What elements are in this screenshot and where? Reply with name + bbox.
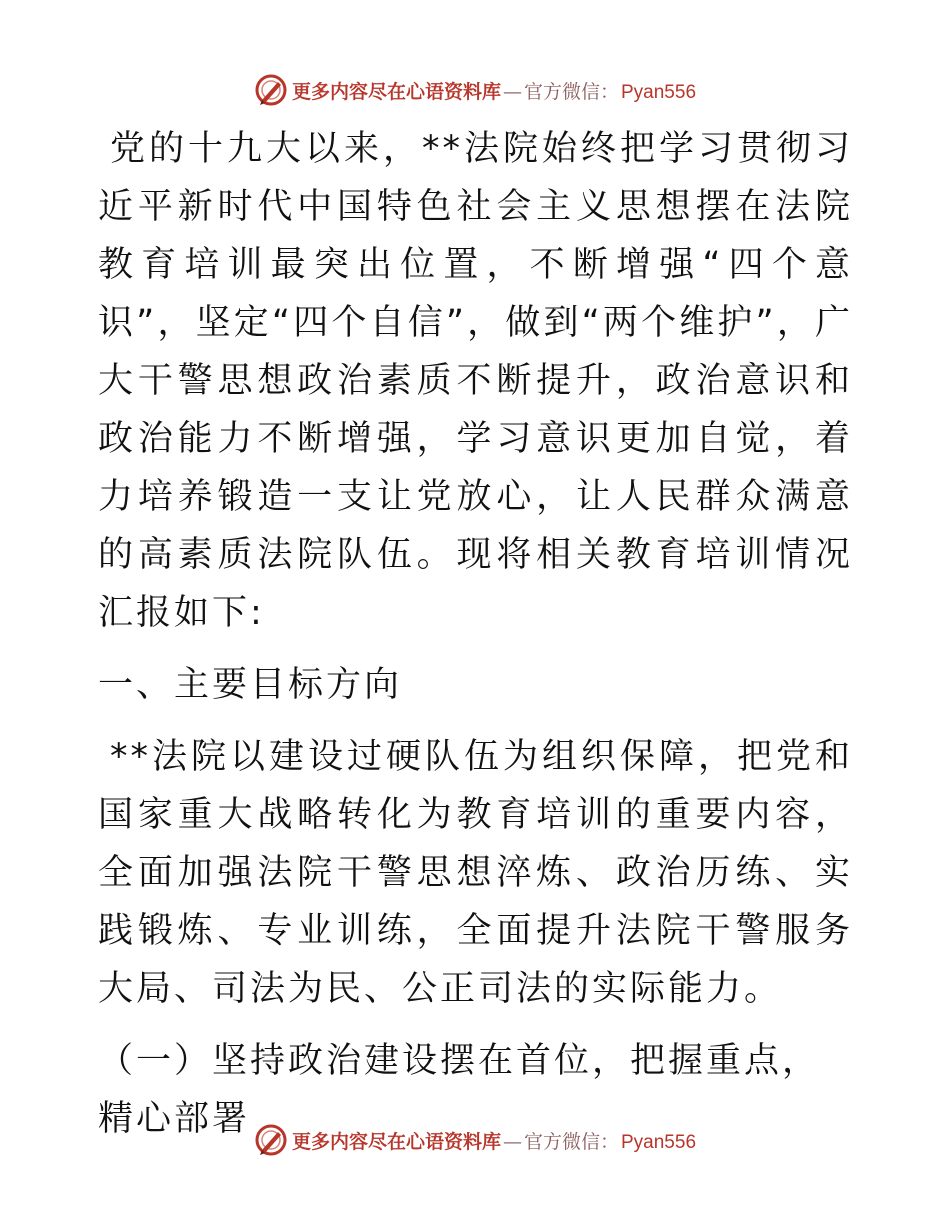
header-wechat-label: 官方微信： — [523, 80, 619, 103]
footer-wechat-label: 官方微信： — [523, 1130, 619, 1153]
subsection-1-title: （一）坚持政治建设摆在首位，把握重点，精心部署 — [98, 1041, 821, 1139]
header-separator: — — [502, 80, 522, 103]
section-1-paragraph: **法院以建设过硬队伍为组织保障，把党和国家重大战略转化为教育培训的重要内容，全面加强法院干警思想淬炼、政治历练、实践锻炼、专业训练，全面提升法院干警服务大局、司法为民、公正司法的实际能力。 — [98, 737, 853, 1009]
footer-wechat-id: Pyan556 — [621, 1131, 697, 1153]
intro-paragraph: 党的十九大以来，**法院始终把学习贯彻习近平新时代中国特色社会主义思想摆在法院教育培训最突出位置，不断增强“四个意识”，坚定“四个自信”，做到“两个维护”，广大干警思想政治素质不断提升，政治意识和政治能力不断增强，学习意识更加自觉，着力培养锻造一支让党放心，让人民群众满意的高素质法院队伍。现将相关教育培训情况汇报如下: — [98, 129, 853, 633]
header-wechat-id: Pyan556 — [621, 81, 697, 103]
header-library-text: 更多内容尽在心语资料库 — [291, 80, 501, 103]
pen-logo-icon — [254, 73, 288, 107]
footer-banner — [0, 1120, 950, 1160]
section-1-title: 一、主要目标方向 — [98, 665, 403, 705]
document-body — [98, 120, 853, 1148]
pen-logo-icon — [254, 1123, 288, 1157]
header-banner — [0, 70, 950, 110]
footer-separator: — — [502, 1130, 522, 1153]
footer-library-text: 更多内容尽在心语资料库 — [291, 1130, 501, 1153]
